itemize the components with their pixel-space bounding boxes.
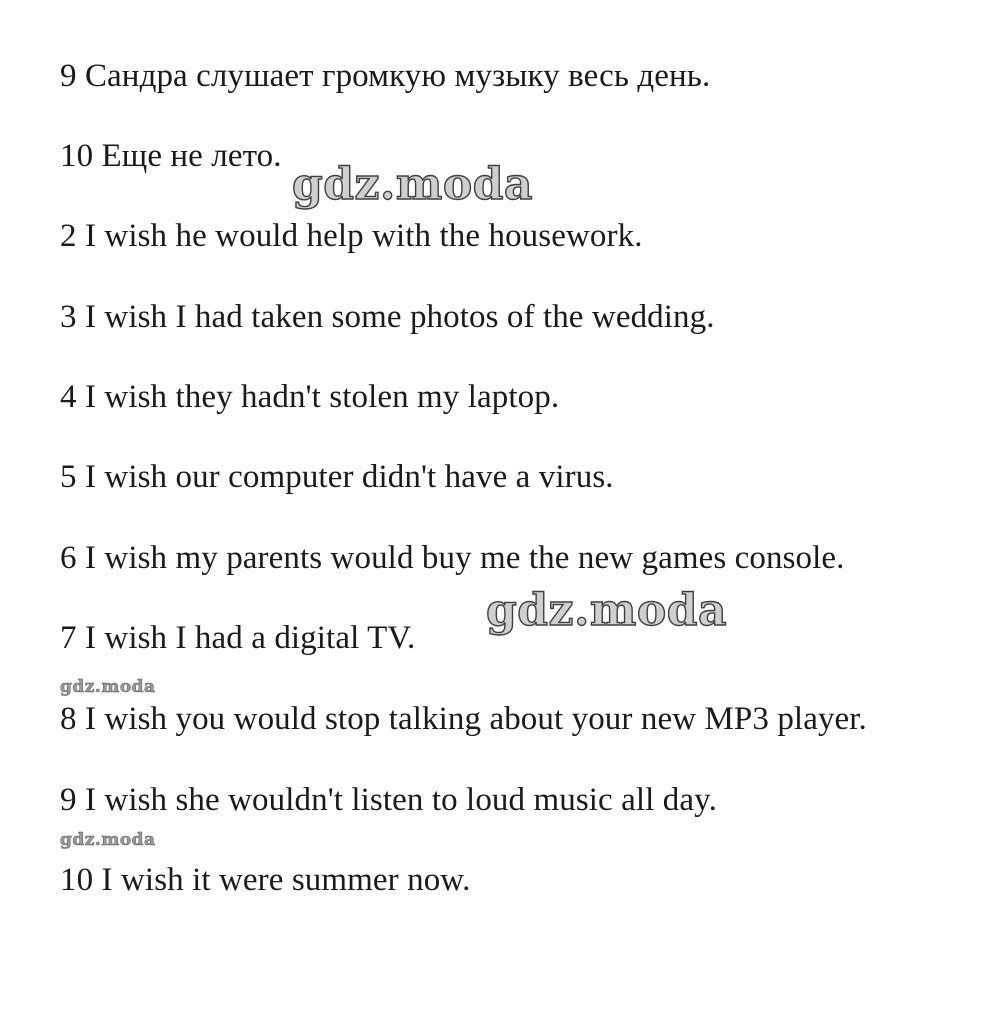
text-line: 7 I wish I had a digital TV. (60, 620, 416, 656)
text-line: 9 Сандра слушает громкую музыку весь день. (60, 58, 711, 94)
watermark: gdz.moda (60, 677, 156, 697)
watermark: gdz.moda (486, 585, 728, 636)
text-line: 10 Еще не лето. (60, 138, 282, 174)
text-line: 10 I wish it were summer now. (60, 862, 471, 898)
text-line: 2 I wish he would help with the housework. (60, 218, 643, 254)
watermark: gdz.moda (60, 830, 156, 850)
text-line: 8 I wish you would stop talking about your new MP3 player. (60, 701, 867, 737)
text-line: 6 I wish my parents would buy me the new games console. (60, 540, 845, 576)
text-line: 3 I wish I had taken some photos of the wedding. (60, 299, 715, 335)
text-line: 5 I wish our computer didn't have a virus. (60, 459, 614, 495)
watermark: gdz.moda (292, 159, 534, 210)
text-line: 9 I wish she wouldn't listen to loud music all day. (60, 782, 717, 818)
text-line: 4 I wish they hadn't stolen my laptop. (60, 379, 560, 415)
